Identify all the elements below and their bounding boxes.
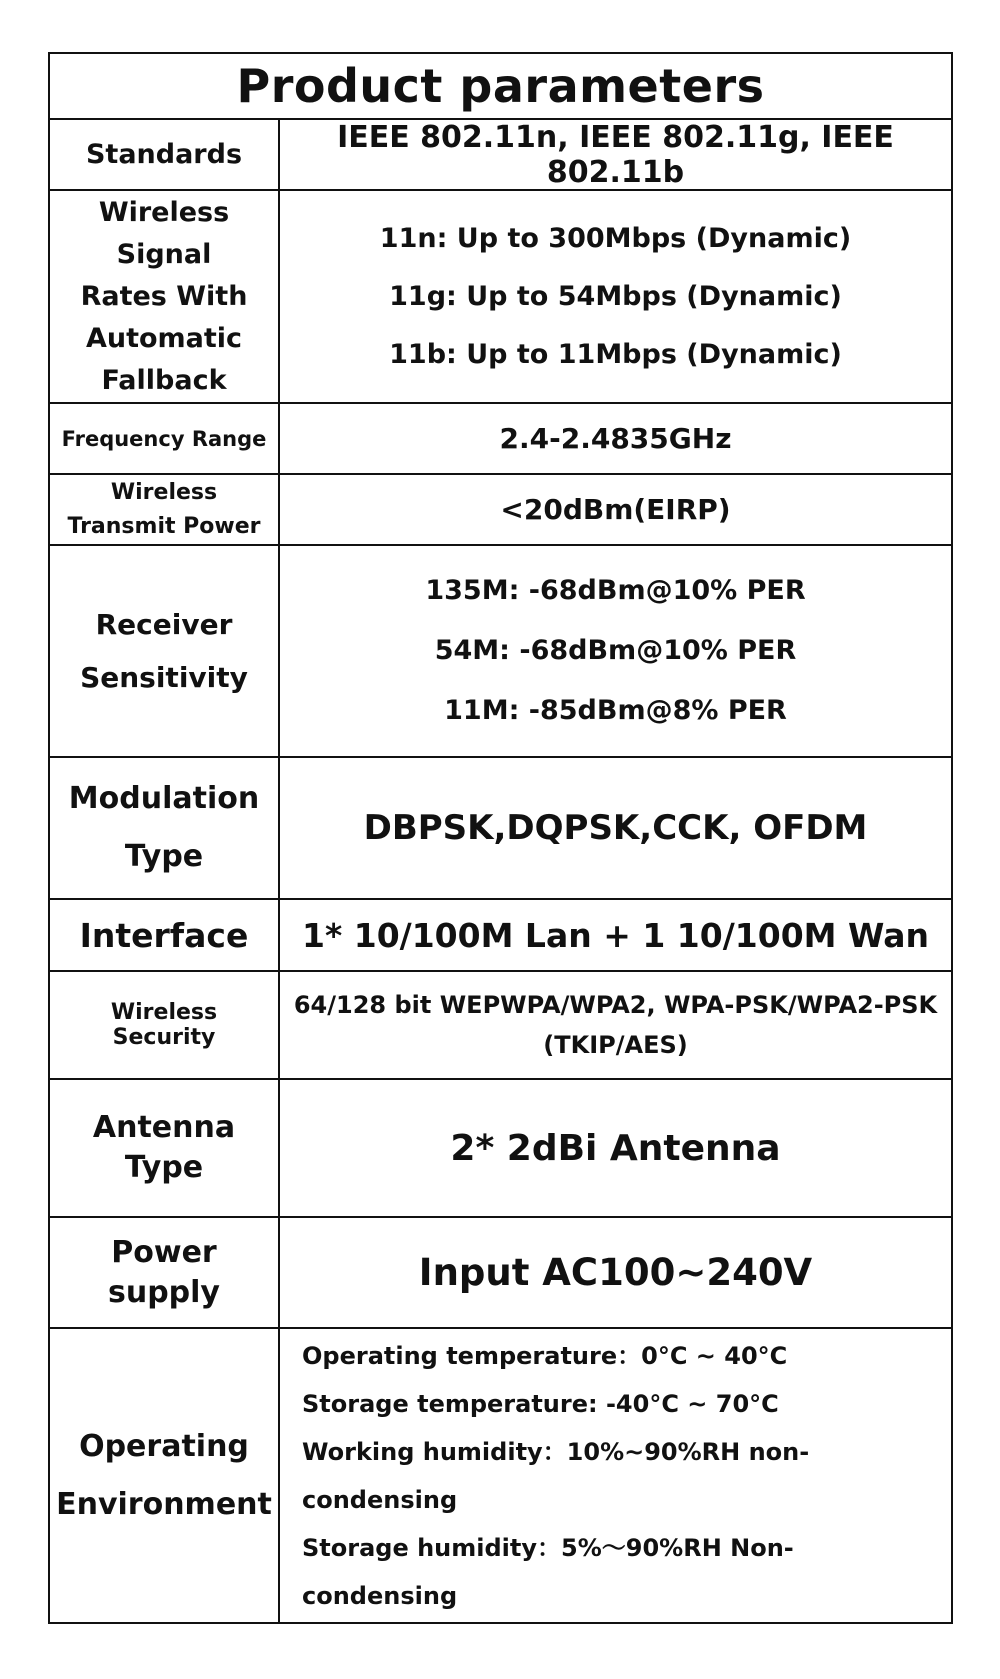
environment-value-line: Storage temperature: -40°C ~ 70°C bbox=[302, 1389, 779, 1418]
security-label: Wireless Security bbox=[50, 972, 280, 1080]
modulation-label-line: Modulation bbox=[68, 781, 260, 816]
frequency-value: 2.4-2.4835GHz bbox=[280, 404, 951, 475]
security-value bbox=[280, 972, 951, 1080]
transmit-power-label-line: Wireless bbox=[110, 479, 218, 505]
environment-value-line: Working humidity：10%~90%RH non-condensing bbox=[302, 1437, 810, 1514]
transmit-power-label bbox=[50, 475, 280, 546]
sensitivity-label-line: Sensitivity bbox=[80, 661, 248, 694]
modulation-value: DBPSK,DQPSK,CCK, OFDM bbox=[280, 758, 951, 900]
interface-label: Interface bbox=[50, 900, 280, 972]
security-value-line: 64/128 bit WEPWPA/WPA2, WPA-PSK/WPA2-PSK bbox=[293, 991, 938, 1019]
antenna-label-line: Antenna bbox=[92, 1110, 236, 1145]
page-title: Product parameters bbox=[50, 54, 951, 120]
standards-value: IEEE 802.11n, IEEE 802.11g, IEEE 802.11b bbox=[280, 120, 951, 191]
power-value: Input AC100~240V bbox=[280, 1218, 951, 1329]
power-label bbox=[50, 1218, 280, 1329]
environment-value-line: Storage humidity：5%～90%RH Non-condensing bbox=[302, 1533, 794, 1610]
environment-label bbox=[50, 1329, 280, 1622]
antenna-label-line: Type bbox=[124, 1150, 204, 1185]
sensitivity-value-line: 135M: -68dBm@10% PER bbox=[425, 575, 806, 606]
rates-label-line: Automatic bbox=[85, 322, 243, 354]
sensitivity-label bbox=[50, 546, 280, 758]
environment-label-line: Operating bbox=[79, 1428, 249, 1464]
standards-label: Standards bbox=[50, 120, 280, 191]
sensitivity-value-line: 11M: -85dBm@8% PER bbox=[444, 695, 787, 726]
security-value-line: (TKIP/AES) bbox=[543, 1031, 688, 1059]
interface-value: 1* 10/100M Lan + 1 10/100M Wan bbox=[280, 900, 951, 972]
transmit-power-value: <20dBm(EIRP) bbox=[280, 475, 951, 546]
rates-value-line: 11b: Up to 11Mbps (Dynamic) bbox=[389, 338, 842, 370]
rates-label-line: Rates With bbox=[80, 280, 248, 312]
modulation-label-line: Type bbox=[124, 839, 204, 874]
rates-label-line: Wireless Signal bbox=[98, 196, 230, 270]
rates-value-line: 11g: Up to 54Mbps (Dynamic) bbox=[389, 280, 842, 312]
antenna-value: 2* 2dBi Antenna bbox=[280, 1080, 951, 1218]
sensitivity-value-line: 54M: -68dBm@10% PER bbox=[434, 635, 797, 666]
sensitivity-value bbox=[280, 546, 951, 758]
antenna-label bbox=[50, 1080, 280, 1218]
transmit-power-label-line: Transmit Power bbox=[67, 513, 261, 539]
sensitivity-label-line: Receiver bbox=[95, 608, 233, 641]
environment-value-line: Operating temperature：0°C ~ 40°C bbox=[302, 1341, 788, 1370]
rates-label bbox=[50, 191, 280, 404]
environment-value bbox=[280, 1329, 951, 1622]
frequency-label: Frequency Range bbox=[50, 404, 280, 475]
spec-table bbox=[48, 52, 953, 1624]
environment-label-line: Environment bbox=[56, 1486, 272, 1522]
rates-label-line: Fallback bbox=[101, 364, 227, 396]
rates-value-line: 11n: Up to 300Mbps (Dynamic) bbox=[379, 222, 852, 254]
power-label-line: supply bbox=[107, 1274, 220, 1310]
power-label-line: Power bbox=[111, 1234, 217, 1270]
rates-value bbox=[280, 191, 951, 404]
modulation-label bbox=[50, 758, 280, 900]
